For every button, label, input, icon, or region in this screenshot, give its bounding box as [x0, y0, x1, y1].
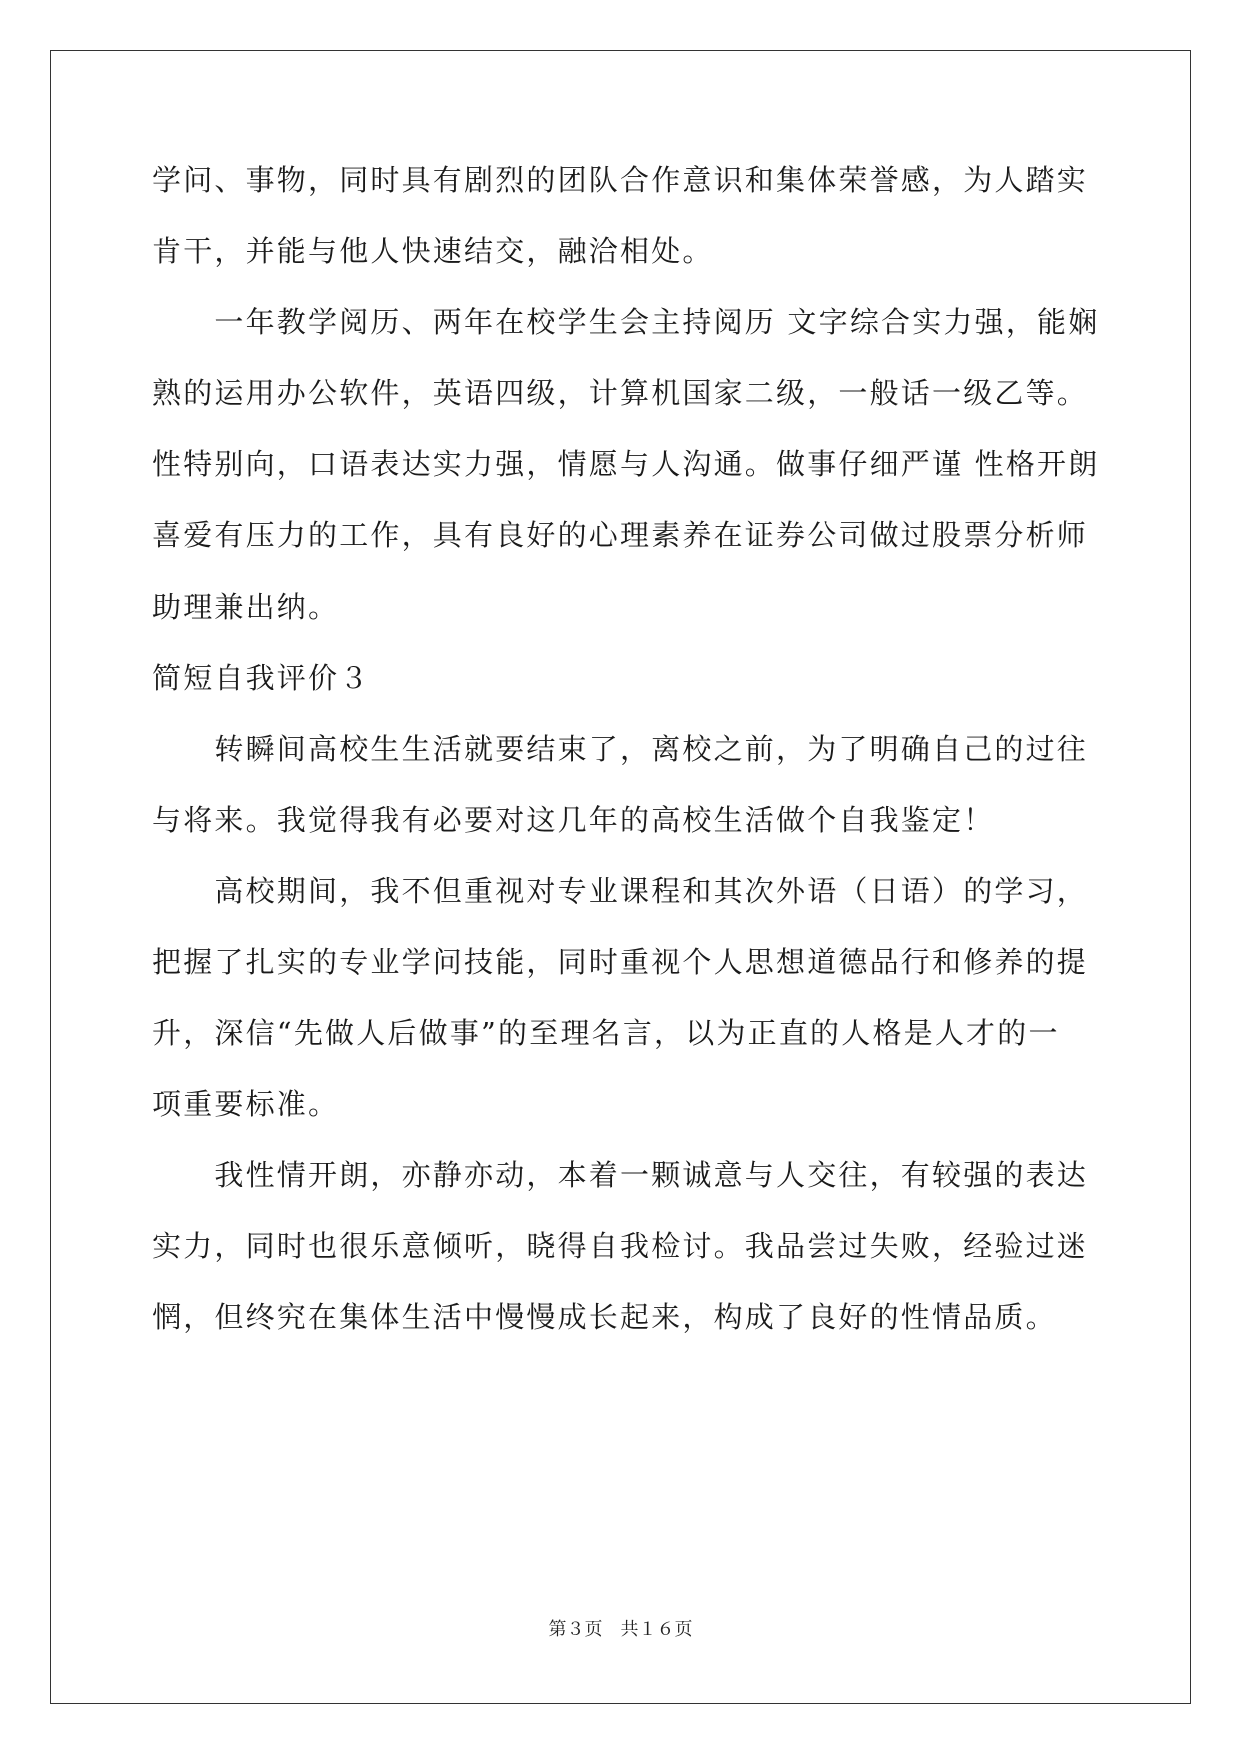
text-line: 助理兼出纳。 — [152, 590, 340, 624]
text-line: 学问、事物，同时具有剧烈的团队合作意识和集体荣誉感，为人踏实 — [152, 163, 1089, 197]
section-heading: 简短自我评价３ — [152, 661, 371, 695]
text-line: 与将来。我觉得我有必要对这几年的高校生活做个自我鉴定！ — [152, 803, 995, 837]
text-line: 喜爱有压力的工作，具有良好的心理素养在证券公司做过股票分析师 — [152, 518, 1089, 552]
text-line: 惘，但终究在集体生活中慢慢成长起来，构成了良好的性情品质。 — [152, 1300, 1057, 1334]
text-line: 项重要标准。 — [152, 1087, 340, 1121]
text-line: 把握了扎实的专业学问技能，同时重视个人思想道德品行和修养的提 — [152, 945, 1089, 979]
page-number-footer: 第３页 共１６页 — [548, 1619, 693, 1640]
text-line: 高校期间，我不但重视对专业课程和其次外语（日语）的学习， — [152, 874, 1089, 908]
text-line: 实力，同时也很乐意倾听，晓得自我检讨。我品尝过失败，经验过迷 — [152, 1229, 1089, 1263]
text-line: 我性情开朗，亦静亦动，本着一颗诚意与人交往，有较强的表达 — [152, 1158, 1089, 1192]
text-line: 转瞬间高校生生活就要结束了，离校之前，为了明确自己的过往 — [152, 732, 1089, 766]
text-line: 性特别向，口语表达实力强，情愿与人沟通。做事仔细严谨 性格开朗 — [152, 447, 1100, 481]
text-line: 一年教学阅历、两年在校学生会主持阅历 文字综合实力强，能娴 — [152, 305, 1100, 339]
text-line: 肯干，并能与他人快速结交，融洽相处。 — [152, 234, 714, 268]
text-line: 升，深信“先做人后做事”的至理名言，以为正直的人格是人才的一 — [152, 1016, 1060, 1050]
text-line: 熟的运用办公软件，英语四级，计算机国家二级，一般话一级乙等。 — [152, 376, 1089, 410]
